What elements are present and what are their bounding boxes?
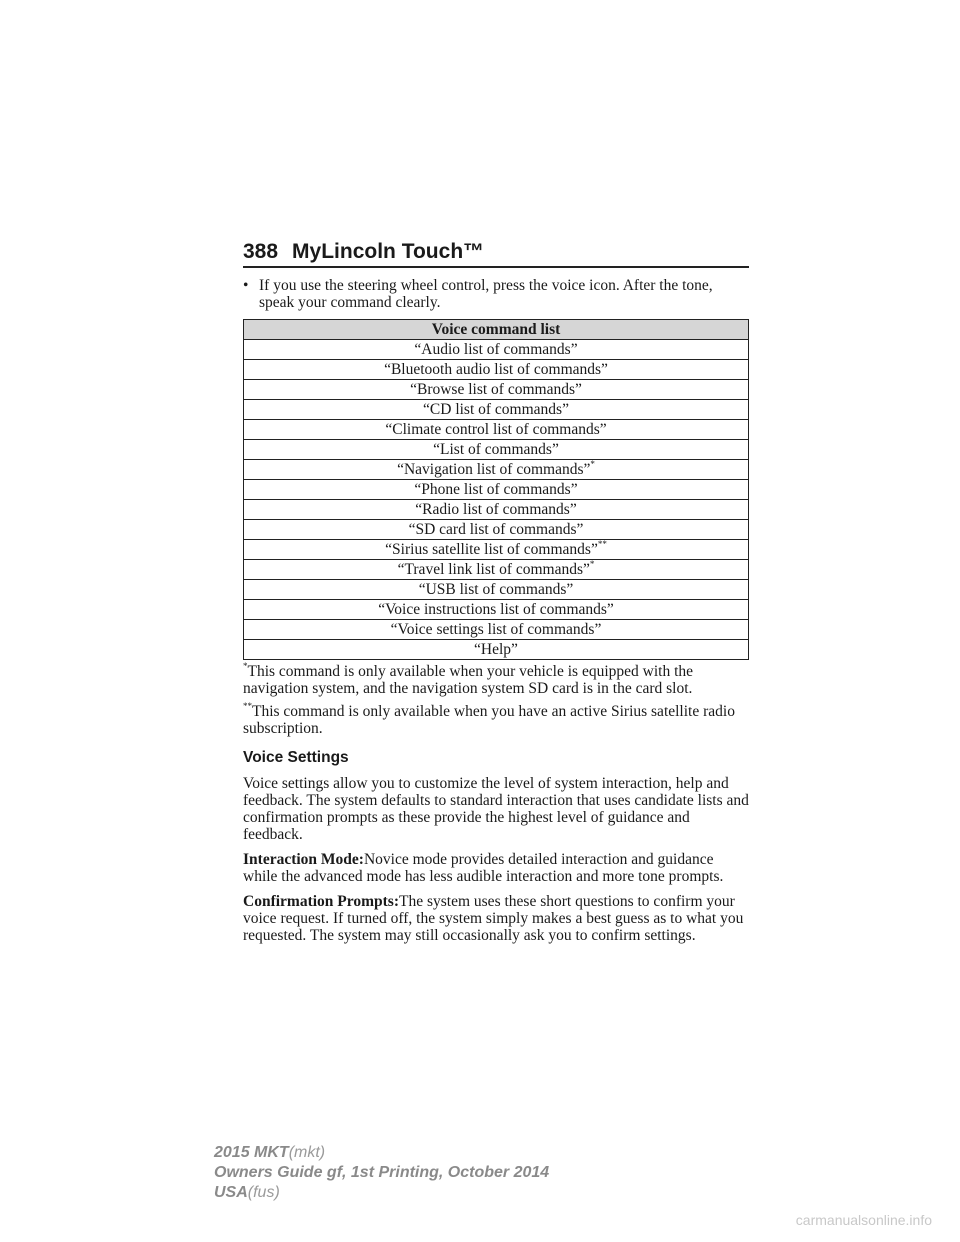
- footnote-mark: *: [589, 559, 595, 569]
- table-body: [244, 340, 749, 660]
- command-text: “Navigation list of commands”: [397, 461, 591, 478]
- confirmation-prompts-text: The system uses these short questions to confirm your voice request. If turned off, the system simply makes a best guess as to what you requested. The system may still occasionally ask you to confirm settings.: [243, 893, 744, 944]
- footer-market: USA: [214, 1184, 248, 1201]
- command-text: “Radio list of commands”: [415, 501, 577, 518]
- footnote-text: This command is only available when you have an active Sirius satellite radio subscription.: [243, 703, 735, 737]
- interaction-mode-label: Interaction Mode:: [243, 851, 364, 868]
- command-text: “Audio list of commands”: [414, 341, 578, 358]
- page-header: [243, 240, 749, 268]
- table-row: [244, 440, 749, 460]
- footnote-text: This command is only available when your vehicle is equipped with the navigation system, and the navigation system SD card is in the card slot.: [243, 663, 694, 697]
- command-cell: [244, 540, 749, 560]
- command-cell: [244, 620, 749, 640]
- command-text: “USB list of commands”: [418, 581, 574, 598]
- footnote-mark: *: [590, 459, 595, 469]
- table-row: [244, 620, 749, 640]
- bullet-text: If you use the steering wheel control, press the voice icon. After the tone, speak your command clearly.: [259, 277, 713, 311]
- table-row: [244, 480, 749, 500]
- table-row: [244, 540, 749, 560]
- command-cell: [244, 460, 749, 480]
- command-text: “Voice instructions list of commands”: [378, 601, 614, 618]
- command-cell: [244, 400, 749, 420]
- watermark: carmanualsonline.info: [795, 1212, 932, 1228]
- command-cell: [244, 440, 749, 460]
- footer-model-code: (mkt): [288, 1144, 326, 1161]
- interaction-mode-paragraph: [243, 851, 749, 885]
- table-row: [244, 420, 749, 440]
- command-cell: [244, 560, 749, 580]
- command-cell: [244, 500, 749, 520]
- document-footer: [214, 1143, 549, 1203]
- table-heading: Voice command list: [244, 320, 749, 340]
- command-text: “Sirius satellite list of commands”: [385, 541, 598, 558]
- table-row: [244, 560, 749, 580]
- command-text: “SD card list of commands”: [408, 521, 584, 538]
- command-text: “Travel link list of commands”: [397, 561, 590, 578]
- command-text: “Phone list of commands”: [414, 481, 578, 498]
- page-content: [243, 240, 749, 944]
- chapter-title: MyLincoln Touch™: [292, 240, 485, 263]
- footnote-mark: *: [243, 661, 248, 671]
- page-number: 388: [243, 240, 279, 263]
- command-cell: [244, 360, 749, 380]
- table-row: [244, 600, 749, 620]
- command-text: “Browse list of commands”: [410, 381, 582, 398]
- command-cell: [244, 600, 749, 620]
- bullet-item: [243, 277, 749, 311]
- table-row: [244, 500, 749, 520]
- footer-model: 2015 MKT: [214, 1144, 289, 1161]
- command-text: “Climate control list of commands”: [385, 421, 607, 438]
- footer-market-code: (fus): [247, 1184, 280, 1201]
- table-row: [244, 360, 749, 380]
- command-text: “List of commands”: [433, 441, 559, 458]
- voice-command-table: [243, 319, 749, 660]
- command-cell: [244, 520, 749, 540]
- confirmation-prompts-label: Confirmation Prompts:: [243, 893, 399, 910]
- footnote-mark: **: [243, 701, 252, 711]
- table-row: [244, 380, 749, 400]
- footnote-navigation: [243, 663, 749, 697]
- table-row: [244, 460, 749, 480]
- table-row: [244, 640, 749, 660]
- command-text: “CD list of commands”: [423, 401, 569, 418]
- command-cell: [244, 640, 749, 660]
- command-cell: [244, 480, 749, 500]
- intro-paragraph: Voice settings allow you to customize the level of system interaction, help and feedback. The system defaults to standard interaction that uses candidate lists and confirmation prompts as these provide the highest level of guidance and feedback.: [243, 775, 749, 843]
- footnote-sirius: [243, 703, 749, 737]
- interaction-mode-text: Novice mode provides detailed interaction and guidance while the advanced mode has less audible interaction and more tone prompts.: [243, 851, 724, 885]
- table-row: [244, 580, 749, 600]
- footer-edition: Owners Guide gf, 1st Printing, October 2014: [214, 1164, 550, 1181]
- command-text: “Bluetooth audio list of commands”: [384, 361, 608, 378]
- command-text: “Voice settings list of commands”: [390, 621, 602, 638]
- table-row: [244, 340, 749, 360]
- footnote-mark: **: [597, 539, 607, 549]
- command-cell: [244, 580, 749, 600]
- confirmation-prompts-paragraph: [243, 893, 749, 944]
- bullet-dot: •: [243, 277, 249, 294]
- section-heading: Voice Settings: [243, 749, 349, 766]
- command-cell: [244, 340, 749, 360]
- table-row: [244, 400, 749, 420]
- command-cell: [244, 420, 749, 440]
- table-row: [244, 520, 749, 540]
- command-text: “Help”: [474, 641, 518, 658]
- command-cell: [244, 380, 749, 400]
